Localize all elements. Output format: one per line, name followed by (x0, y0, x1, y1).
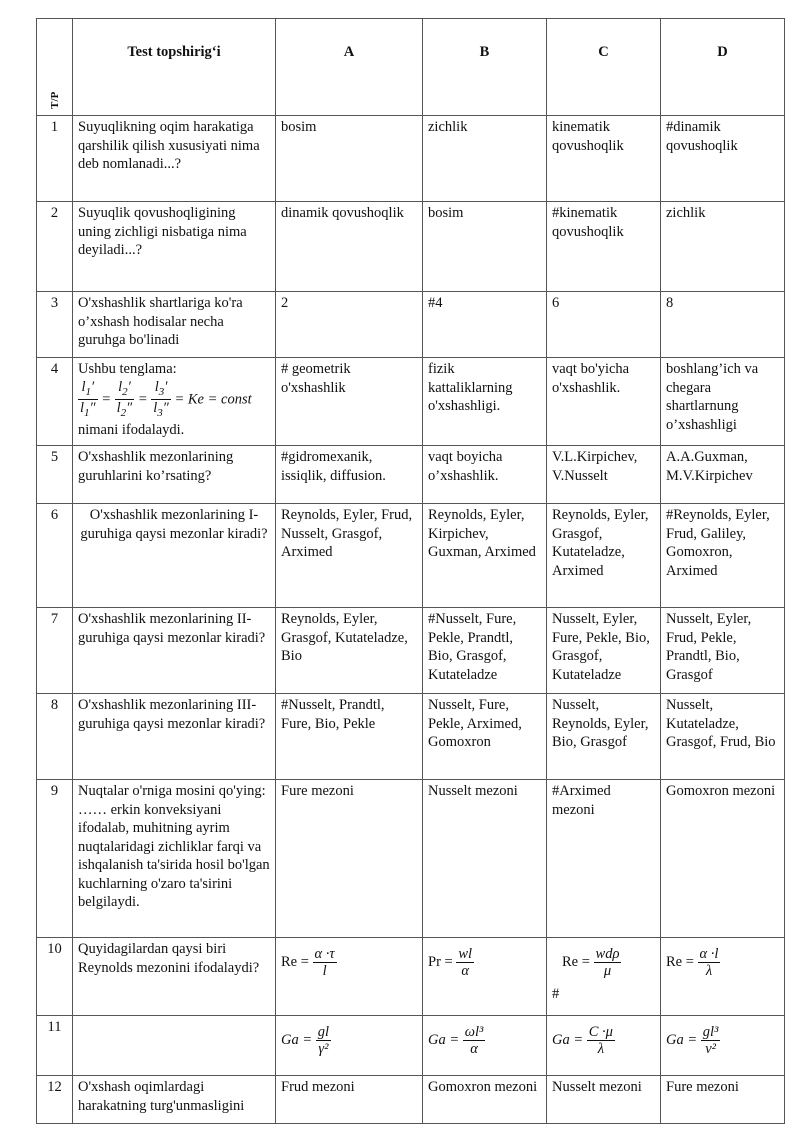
option-c (547, 938, 661, 1016)
formula-lhs: Ga = (428, 1031, 460, 1048)
option-a: # geometrik o'xshashlik (276, 358, 423, 446)
table-row (37, 938, 785, 1016)
option-a (276, 938, 423, 1016)
question: O'xshashlik mezonlarining guruhlarini ko’rsating? (73, 446, 276, 504)
row-number: 7 (37, 608, 73, 694)
header-b: B (423, 19, 547, 116)
table-row (37, 202, 785, 292)
question: O'xshash oqimlardagi harakatning turg'unmasligini (73, 1076, 276, 1124)
row-number: 6 (37, 504, 73, 608)
fraction: $\frac{l_2'}{l_2''}$ (116, 378, 133, 420)
fraction: $\frac{\alpha \cdot l}{\lambda}$ (699, 946, 719, 979)
option-b: fizik kattaliklarning o'xshashligi. (423, 358, 547, 446)
option-d (661, 938, 785, 1016)
fraction: $\frac{\text{gl³}}{\text{ν²}}$ (702, 1024, 719, 1057)
table-row (37, 292, 785, 358)
option-a: 2 (276, 292, 423, 358)
question: Quyidagilardan qaysi biri Reynolds mezonini ifodalaydi? (73, 938, 276, 1016)
question-text: nimani ifodalaydi. (78, 422, 185, 439)
option-b: Reynolds, Eyler, Kirpichev, Guxman, Arximed (423, 504, 547, 608)
option-b: zichlik (423, 116, 547, 202)
option-b: #Nusselt, Fure, Pekle, Prandtl, Bio, Grasgof, Kutateladze (423, 608, 547, 694)
option-d: zichlik (661, 202, 785, 292)
formula-lhs: Re = (562, 953, 590, 970)
header-row (37, 19, 785, 116)
option-d: Fure mezoni (661, 1076, 785, 1124)
option-d: boshlang’ich va chegara shartlarnung o’xshashligi (661, 358, 785, 446)
header-a: A (276, 19, 423, 116)
table-row (37, 1076, 785, 1124)
option-d: 8 (661, 292, 785, 358)
table-row (37, 694, 785, 780)
option-a: Reynolds, Eyler, Frud, Nusselt, Grasgof, Arximed (276, 504, 423, 608)
option-d: Nusselt, Kutateladze, Grasgof, Frud, Bio (661, 694, 785, 780)
header-c: C (547, 19, 661, 116)
fraction: $\frac{wl}{\alpha}$ (458, 946, 473, 979)
fraction: $\frac{l_3'}{l_3''}$ (153, 378, 169, 420)
row-number: 9 (37, 780, 73, 938)
row-number: 4 (37, 358, 73, 446)
option-a: #gidromexanik, issiqlik, diffusion. (276, 446, 423, 504)
fraction: $\frac{C \cdot\mu}{\lambda}$ (588, 1024, 613, 1057)
question: O'xshashlik mezonlarining III-guruhiga qaysi mezonlar kiradi? (73, 694, 276, 780)
option-a: dinamik qovushoqlik (276, 202, 423, 292)
question: O'xshashlik mezonlarining II-guruhiga qaysi mezonlar kiradi? (73, 608, 276, 694)
fraction: $\frac{l_1'}{l_1''}$ (80, 378, 96, 420)
formula-lhs: Re = (281, 953, 309, 970)
option-b: #4 (423, 292, 547, 358)
table-row (37, 1016, 785, 1076)
question-text: Ushbu tenglama: (78, 361, 177, 377)
similarity-formula: $\frac{l_1'}{l_1''}$ = $\frac{l_2'}{l_2''}$ = $\frac{l_3'}{l_3''}$ = Ke = const (80, 378, 252, 420)
option-c: Nusselt, Eyler, Fure, Pekle, Bio, Grasgof, Kutateladze (547, 608, 661, 694)
fraction: $\frac{\text{ωl³}}{\alpha}$ (464, 1024, 484, 1057)
formula-lhs: Ga = (281, 1031, 313, 1048)
header-num: T/P (37, 19, 73, 116)
option-b: bosim (423, 202, 547, 292)
formula-rhs: = Ke = const (174, 391, 252, 408)
table-row (37, 780, 785, 938)
option-b: Gomoxron mezoni (423, 1076, 547, 1124)
row-number: 8 (37, 694, 73, 780)
row-number: 2 (37, 202, 73, 292)
question (73, 1016, 276, 1076)
row-number: 10 (37, 938, 73, 1016)
question: O'xshashlik mezonlarining I-guruhiga qaysi mezonlar kiradi? (73, 504, 276, 608)
option-d: Nusselt, Eyler, Frud, Pekle, Prandtl, Bio, Grasgof (661, 608, 785, 694)
row-number: 3 (37, 292, 73, 358)
fraction: $\frac{gl}{\text{γ²}}$ (317, 1024, 330, 1057)
option-a: bosim (276, 116, 423, 202)
option-c: Reynolds, Eyler, Grasgof, Kutateladze, Arximed (547, 504, 661, 608)
row-number: 5 (37, 446, 73, 504)
option-b: vaqt boyicha o’xshashlik. (423, 446, 547, 504)
table-row (37, 504, 785, 608)
question: Nuqtalar o'rniga mosini qo'ying: …… erkin konveksiyani ifodalab, muhitning ayrim nuqtalaridagi zichliklar farqi va ishqalanish ta'sirida hosil bo'lgan kuchlarning o'zaro ta'sirini belgilaydi. (73, 780, 276, 938)
row-number: 11 (37, 1016, 73, 1076)
option-c: #Arximed mezoni (547, 780, 661, 938)
header-d: D (661, 19, 785, 116)
formula-lhs: Ga = (666, 1031, 698, 1048)
option-d (661, 1016, 785, 1076)
option-c: vaqt bo'yicha o'xshashlik. (547, 358, 661, 446)
option-d: #Reynolds, Eyler, Frud, Galiley, Gomoxron, Arximed (661, 504, 785, 608)
option-d: A.A.Guxman, M.V.Kirpichev (661, 446, 785, 504)
option-a: Reynolds, Eyler, Grasgof, Kutateladze, Bio (276, 608, 423, 694)
formula-lhs: Re = (666, 953, 694, 970)
option-c (547, 1016, 661, 1076)
option-c: Nusselt mezoni (547, 1076, 661, 1124)
option-c: 6 (547, 292, 661, 358)
table-row (37, 358, 785, 446)
header-task: Test topshirig‘i (73, 19, 276, 116)
table-row (37, 446, 785, 504)
formula-lhs: Ga = (552, 1031, 584, 1048)
option-a: Fure mezoni (276, 780, 423, 938)
option-b: Nusselt, Fure, Pekle, Arximed, Gomoxron (423, 694, 547, 780)
option-b (423, 938, 547, 1016)
option-c: Nusselt, Reynolds, Eyler, Bio, Grasgof (547, 694, 661, 780)
correct-mark: # (552, 986, 560, 1002)
option-b (423, 1016, 547, 1076)
option-b: Nusselt mezoni (423, 780, 547, 938)
formula-lhs: Pr = (428, 953, 453, 970)
question: Suyuqlik qovushoqligining uning zichligi nisbatiga nima deyiladi...? (73, 202, 276, 292)
question: Suyuqlikning oqim harakatiga qarshilik qilish xususiyati nima deb nomlanadi...? (73, 116, 276, 202)
option-d: #dinamik qovushoqlik (661, 116, 785, 202)
row-number: 1 (37, 116, 73, 202)
test-table (36, 18, 785, 1124)
table-row (37, 116, 785, 202)
option-a (276, 1016, 423, 1076)
option-a: Frud mezoni (276, 1076, 423, 1124)
fraction: $\frac{\text{wdρ}}{\mu}$ (595, 946, 620, 979)
question: O'xshashlik shartlariga ko'ra o’xshash hodisalar necha guruhga bo'linadi (73, 292, 276, 358)
option-c: kinematik qovushoqlik (547, 116, 661, 202)
table-row (37, 608, 785, 694)
option-c: V.L.Kirpichev, V.Nusselt (547, 446, 661, 504)
option-a: #Nusselt, Prandtl, Fure, Bio, Pekle (276, 694, 423, 780)
option-d: Gomoxron mezoni (661, 780, 785, 938)
row-number: 12 (37, 1076, 73, 1124)
question (73, 358, 276, 446)
fraction: $\frac{\alpha \cdot\tau}{l}$ (314, 946, 335, 979)
option-c: #kinematik qovushoqlik (547, 202, 661, 292)
